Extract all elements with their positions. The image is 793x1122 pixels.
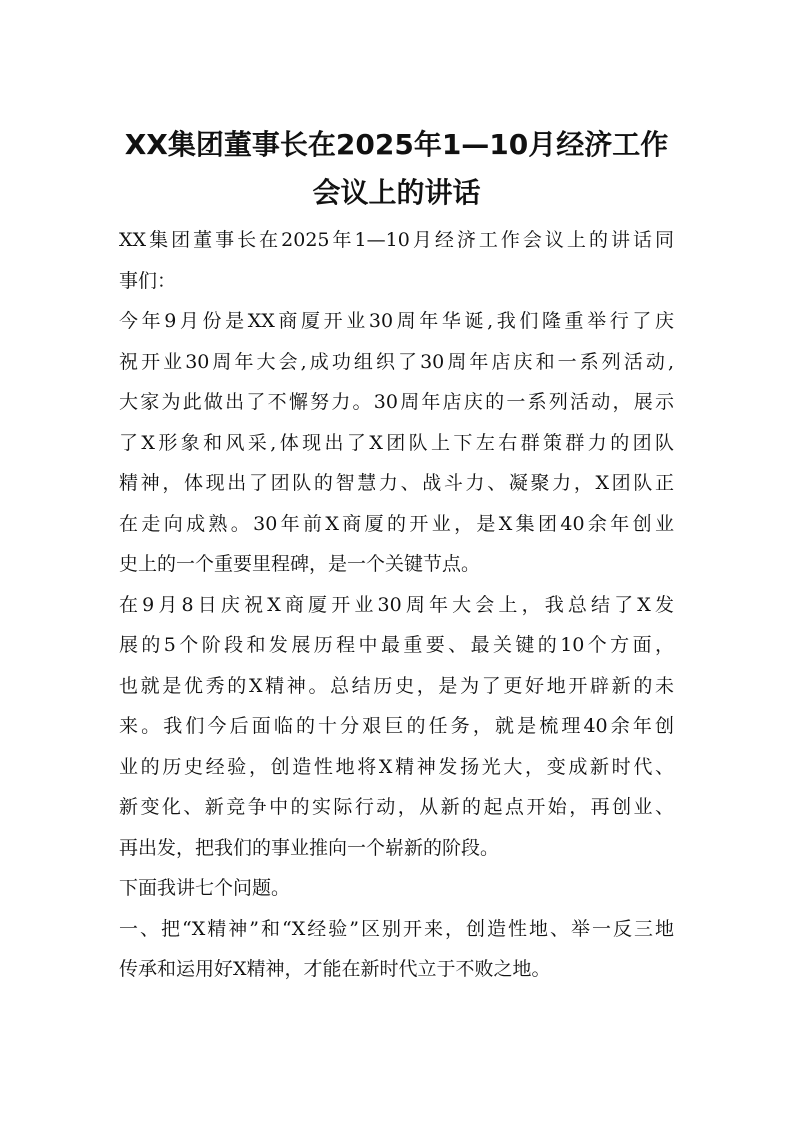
document-body: [119, 220, 674, 990]
body-line: 也就是优秀的X精神。总结历史，是为了更好地开辟新的未: [119, 674, 674, 697]
body-line: 传承和运用好X精神，才能在新时代立于不败之地。: [119, 958, 551, 980]
document-title-line-1: XX集团董事长在2025年1—10月经济工作: [124, 128, 669, 161]
body-line: 大家为此做出了不懈努力。30周年店庆的一系列活动，展示: [119, 391, 674, 413]
body-line: 史上的一个重要里程碑，是一个关键节点。: [119, 553, 481, 575]
body-line: 祝开业30周年大会,成功组织了30周年店庆和一系列活动,: [119, 350, 674, 373]
body-line: XX集团董事长在2025年1—10月经济工作会议上的讲话同: [119, 229, 674, 251]
document-title-line-2: 会议上的讲话: [312, 176, 481, 209]
body-line: 今年9月份是XX商厦开业30周年华诞,我们隆重举行了庆: [119, 310, 674, 332]
body-line: 在走向成熟。30年前X商厦的开业，是X集团40余年创业: [119, 512, 674, 535]
body-line: 一、把“X精神”和“X经验”区别开来，创造性地、举一反三地: [119, 917, 674, 940]
body-line: 新变化、新竞争中的实际行动，从新的起点开始，再创业、: [119, 796, 674, 818]
body-line: 了X形象和风采,体现出了X团队上下左右群策群力的团队: [119, 431, 674, 454]
body-line: 事们：: [119, 269, 177, 292]
body-line: 再出发，把我们的事业推向一个崭新的阶段。: [119, 836, 500, 859]
body-line: 业的历史经验，创造性地将X精神发扬光大，变成新时代、: [119, 755, 674, 778]
body-line: 下面我讲七个问题。: [119, 877, 291, 899]
body-line: 精神，体现出了团队的智慧力、战斗力、凝聚力，X团队正: [119, 472, 674, 494]
body-line: 来。我们今后面临的十分艰巨的任务，就是梳理40余年创: [119, 715, 674, 737]
body-line: 展的5个阶段和发展历程中最重要、最关键的10个方面，: [119, 634, 674, 656]
body-line: 在9月8日庆祝X商厦开业30周年大会上，我总结了X发: [119, 593, 674, 616]
